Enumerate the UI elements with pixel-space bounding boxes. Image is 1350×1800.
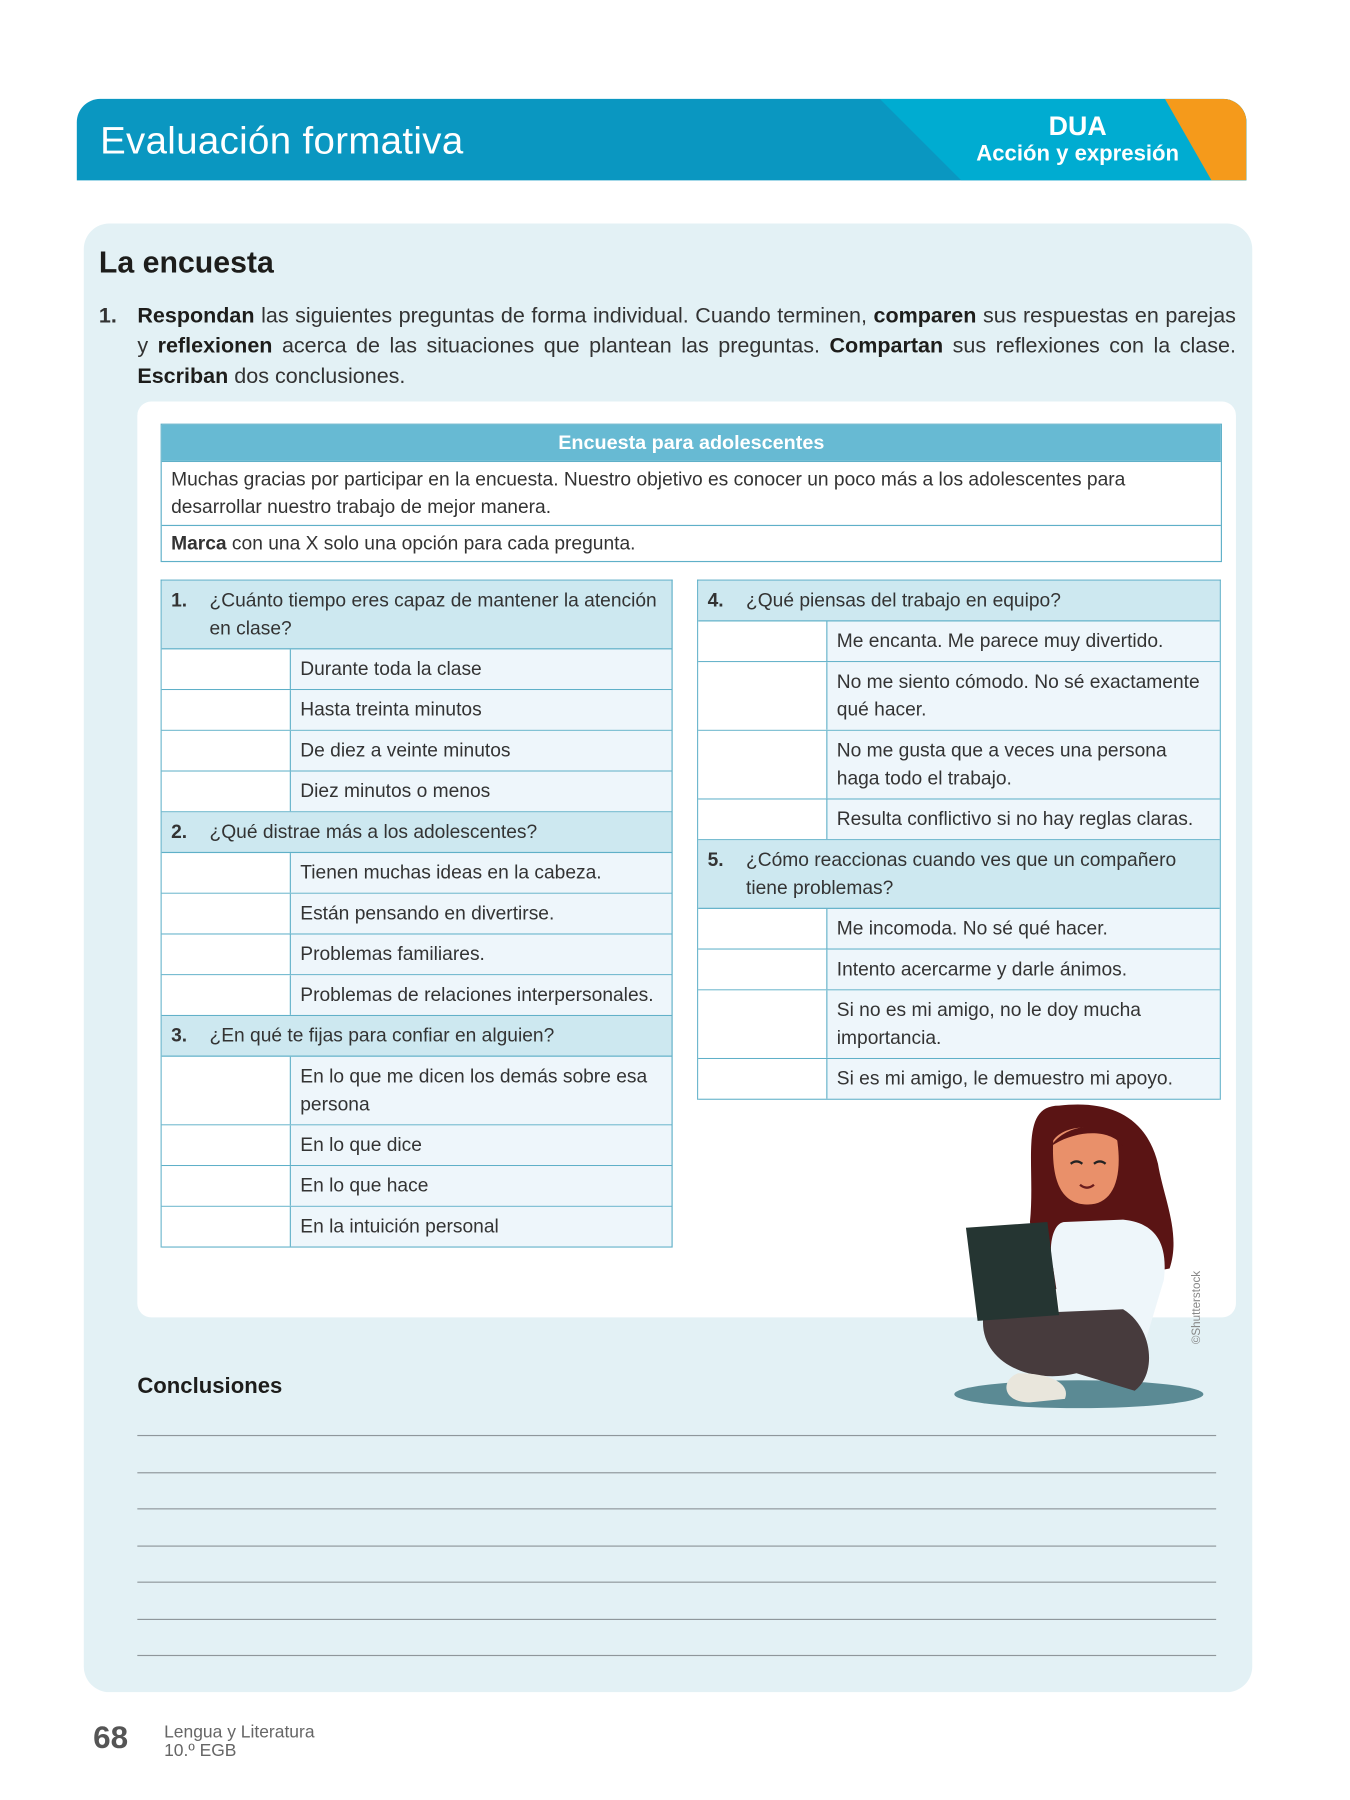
option-row [162, 935, 672, 976]
writing-line[interactable] [137, 1545, 1216, 1546]
option-text: No me siento cómodo. No sé exactamente qué hacer. [827, 662, 1219, 729]
survey-intro: Muchas gracias por participar en la encuesta. Nuestro objetivo es conocer un poco más a los adolescentes para desarrollar nuestro trabajo de mejor manera. [162, 461, 1221, 525]
survey-title: Encuesta para adolescentes [162, 425, 1221, 461]
page-title: Evaluación formativa [100, 118, 464, 162]
survey-intro-table [161, 424, 1222, 562]
conclusions-title: Conclusiones [137, 1374, 283, 1399]
answer-mark-cell[interactable] [162, 731, 291, 771]
option-text: Si no es mi amigo, no le doy mucha importancia. [827, 990, 1219, 1057]
option-row [162, 649, 672, 690]
option-row [162, 853, 672, 894]
option-row [698, 950, 1219, 991]
option-row [162, 772, 672, 813]
writing-line[interactable] [137, 1655, 1216, 1656]
option-row [162, 1057, 672, 1126]
option-text: En lo que me dicen los demás sobre esa persona [291, 1057, 672, 1124]
image-credit: ©Shutterstock [1190, 1270, 1204, 1345]
writing-line[interactable] [137, 1582, 1216, 1583]
girl-with-laptop-illustration [948, 1094, 1210, 1414]
answer-mark-cell[interactable] [162, 975, 291, 1015]
survey-instruction [162, 525, 1221, 561]
answer-mark-cell[interactable] [162, 1207, 291, 1247]
mark-rest: con una X solo una opción para cada pregunta. [226, 533, 636, 554]
page-info [164, 1724, 314, 1761]
dua-subtitle: Acción y expresión [976, 141, 1180, 167]
writing-line[interactable] [137, 1435, 1216, 1436]
option-text: Diez minutos o menos [291, 772, 672, 812]
mark-bold: Marca [171, 533, 227, 554]
option-row [162, 690, 672, 731]
question-row [698, 840, 1219, 909]
instruction-number: 1. [98, 302, 117, 328]
question-row [698, 581, 1219, 622]
answer-mark-cell[interactable] [698, 950, 827, 990]
answer-mark-cell[interactable] [162, 772, 291, 812]
answer-mark-cell[interactable] [162, 1166, 291, 1206]
option-row [698, 909, 1219, 950]
option-text: En lo que hace [291, 1166, 672, 1206]
option-text: En lo que dice [291, 1125, 672, 1165]
instruction-verb: Escriban [137, 363, 229, 388]
instruction-fragment: sus reflexiones con la clase. [943, 332, 1236, 358]
option-text: Si es mi amigo, le demuestro mi apoyo. [827, 1059, 1219, 1099]
question-row [162, 1016, 672, 1057]
option-row [162, 894, 672, 935]
answer-mark-cell[interactable] [698, 1059, 827, 1099]
option-text: Me incomoda. No sé qué hacer. [827, 909, 1219, 949]
option-row [698, 800, 1219, 841]
instruction-verb: reflexionen [157, 332, 273, 358]
questions-left-table [161, 580, 673, 1248]
answer-mark-cell[interactable] [162, 853, 291, 893]
option-text: Me encanta. Me parece muy divertido. [827, 621, 1219, 661]
question-text: ¿Qué piensas del trabajo en equipo? [745, 590, 1061, 611]
question-number: 3. [171, 1025, 188, 1047]
option-row [162, 1166, 672, 1207]
writing-line[interactable] [137, 1618, 1216, 1619]
answer-mark-cell[interactable] [698, 800, 827, 840]
option-text: Hasta treinta minutos [291, 690, 672, 730]
option-text: Intento acercarme y darle ánimos. [827, 950, 1219, 990]
question-number: 5. [707, 849, 724, 871]
question-text: ¿Cuánto tiempo eres capaz de mantener la atención en clase? [209, 590, 657, 639]
question-text: ¿Qué distrae más a los adolescentes? [209, 821, 538, 843]
option-row [698, 731, 1219, 800]
question-number: 2. [171, 821, 188, 843]
answer-mark-cell[interactable] [698, 909, 827, 949]
writing-line[interactable] [137, 1508, 1216, 1509]
question-number: 4. [707, 590, 724, 611]
option-text: Resulta conflictivo si no hay reglas claras. [827, 800, 1219, 840]
grade: 10.º EGB [164, 1741, 237, 1761]
instruction-verb: Respondan [137, 302, 255, 328]
question-number: 1. [171, 590, 188, 611]
answer-mark-cell[interactable] [162, 690, 291, 730]
page-number: 68 [93, 1720, 129, 1755]
option-row [698, 662, 1219, 731]
answer-mark-cell[interactable] [698, 990, 827, 1057]
option-row [698, 621, 1219, 662]
option-text: Tienen muchas ideas en la cabeza. [291, 853, 672, 893]
option-row [162, 731, 672, 772]
option-row [162, 1207, 672, 1248]
option-text: Problemas familiares. [291, 935, 672, 975]
instruction-fragment: acerca de las situaciones que plantean las preguntas. [272, 332, 830, 358]
answer-mark-cell[interactable] [162, 894, 291, 934]
question-row [162, 812, 672, 853]
option-text: De diez a veinte minutos [291, 731, 672, 771]
answer-mark-cell[interactable] [162, 1057, 291, 1124]
instruction-text [137, 300, 1236, 391]
question-text: ¿En qué te fijas para confiar en alguien? [209, 1025, 555, 1047]
answer-mark-cell[interactable] [698, 621, 827, 661]
question-text: ¿Cómo reaccionas cuando ves que un compañero tiene problemas? [745, 849, 1177, 899]
question-row [162, 581, 672, 650]
option-text: Están pensando en divertirse. [291, 894, 672, 934]
instruction-verb: comparen [873, 302, 977, 328]
instruction-fragment: las siguientes preguntas de forma individual. Cuando terminen, [254, 302, 874, 328]
subject: Lengua y Literatura [164, 1722, 315, 1743]
option-text: Problemas de relaciones interpersonales. [291, 975, 672, 1015]
instruction-fragment: dos conclusiones. [228, 363, 406, 388]
writing-line[interactable] [137, 1472, 1216, 1473]
option-text: En la intuición personal [291, 1207, 672, 1247]
answer-mark-cell[interactable] [162, 935, 291, 975]
instruction-verb: Compartan [829, 332, 944, 358]
option-row [162, 1125, 672, 1166]
questions-right-table [697, 580, 1221, 1100]
answer-mark-cell[interactable] [698, 731, 827, 798]
option-row [162, 975, 672, 1016]
header-banner [77, 99, 1247, 180]
dua-badge [973, 111, 1182, 169]
instruction [99, 300, 1236, 391]
section-title: La encuesta [98, 244, 274, 280]
option-text: No me gusta que a veces una persona haga todo el trabajo. [827, 731, 1219, 798]
option-row [698, 990, 1219, 1059]
dua-label: DUA [1048, 110, 1107, 141]
instruction-fragment: sus respuestas en parejas y [137, 302, 1236, 358]
answer-mark-cell[interactable] [162, 649, 291, 689]
option-text: Durante toda la clase [291, 649, 672, 689]
answer-mark-cell[interactable] [698, 662, 827, 729]
answer-mark-cell[interactable] [162, 1125, 291, 1165]
